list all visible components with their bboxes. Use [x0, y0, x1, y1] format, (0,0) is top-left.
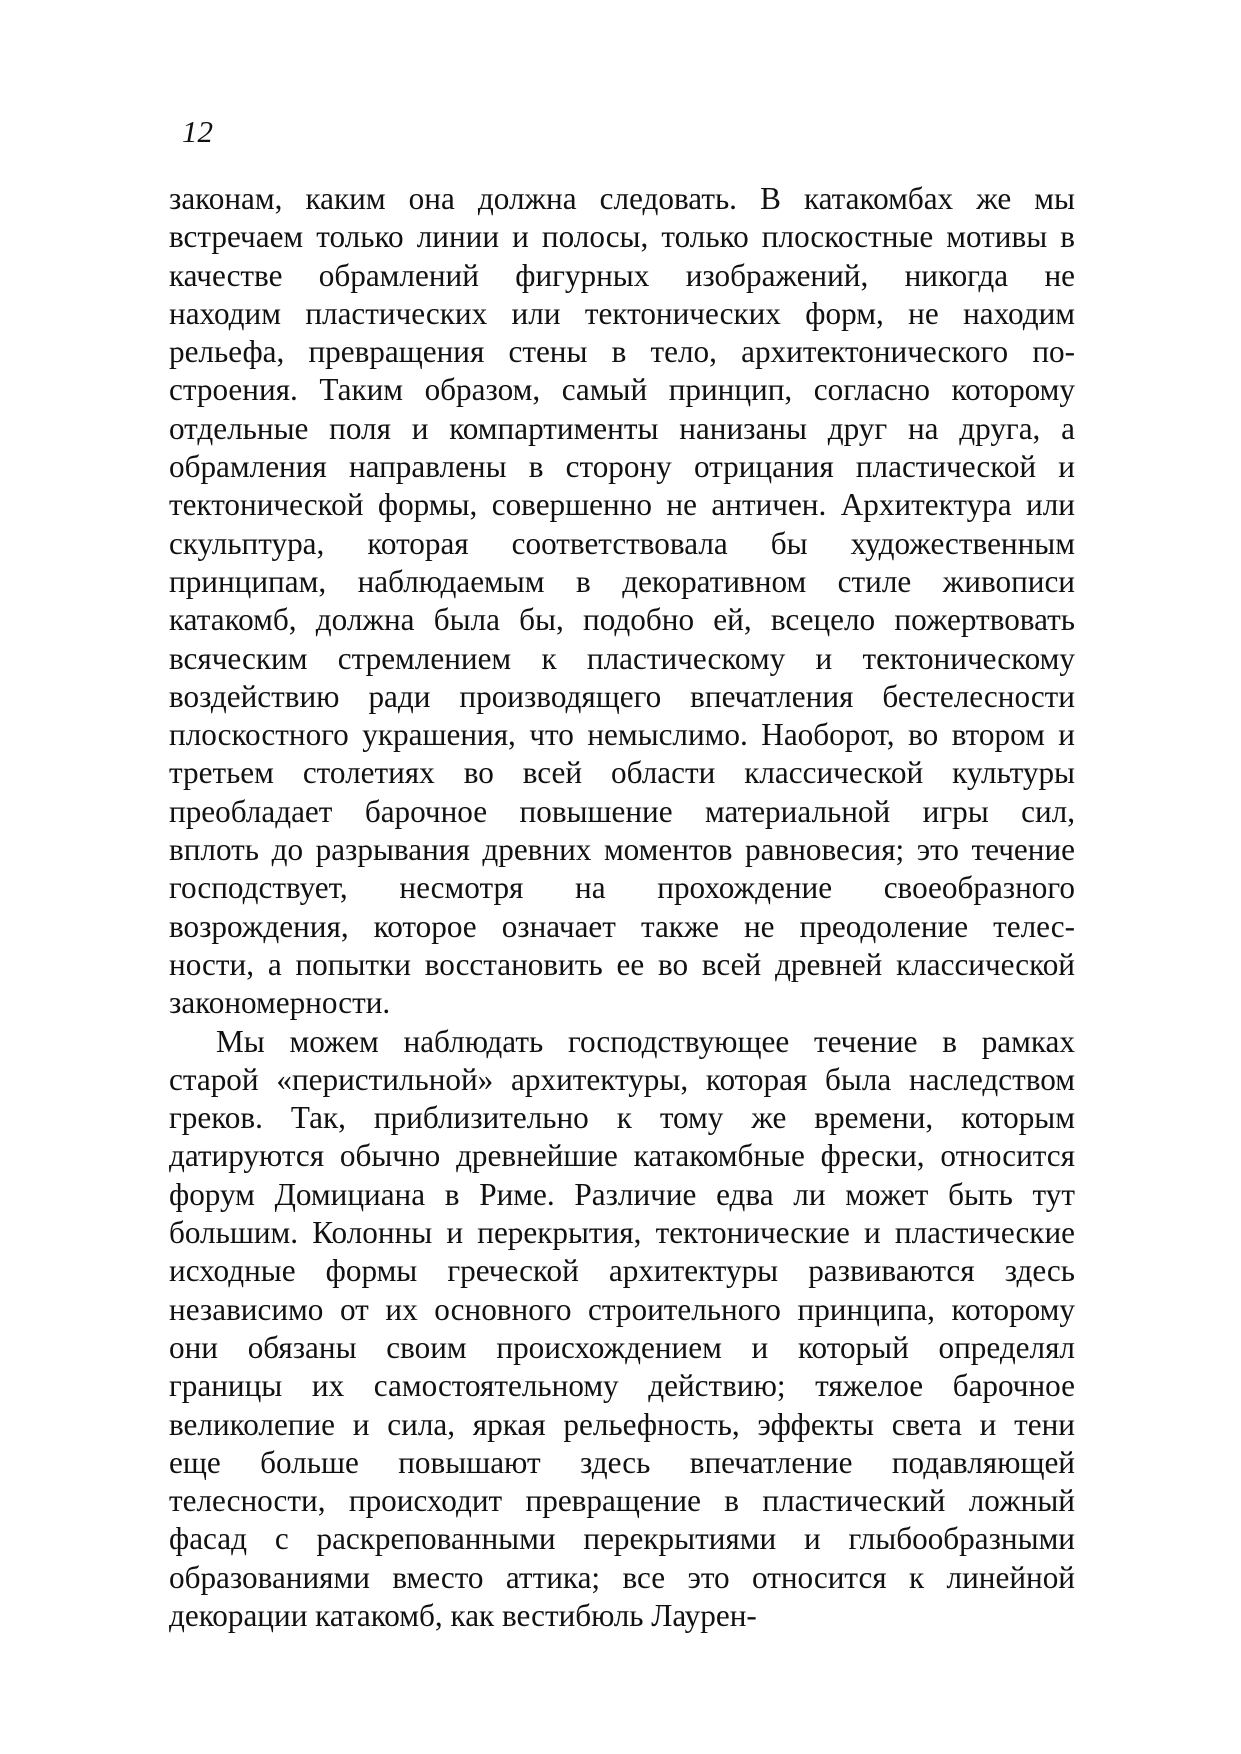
text-line: скульптура, которая соответствовала бы художественным	[169, 525, 1075, 561]
text-line: греков. Так, приблизительно к тому же времени, которым	[169, 1100, 1075, 1136]
text-line: телесности, происходит превращение в пластический ложный	[169, 1483, 1075, 1519]
text-line: закономерности.	[169, 985, 391, 1021]
text-line: независимо от их основного строительного принципа, которому	[169, 1291, 1075, 1327]
text-line: обрамления направлены в сторону отрицания пластической и	[169, 449, 1075, 485]
text-line: всяческим стремлением к пластическому и тектоническому	[169, 640, 1075, 676]
text-line: большим. Колонны и перекрытия, тектонические и пластические	[169, 1215, 1075, 1251]
text-line: плоскостного украшения, что немыслимо. Наоборот, во втором и	[169, 717, 1075, 753]
text-line: воздействию ради производящего впечатления бестелесности	[169, 678, 1075, 714]
text-line: отдельные поля и компартименты нанизаны друг на друга, а	[169, 410, 1075, 446]
text-line: ности, а попытки восстановить ее во всей древней классической	[169, 946, 1075, 982]
text-line: рельефа, превращения стены в тело, архитектонического по-	[169, 334, 1075, 370]
text-line: господствует, несмотря на прохождение своеобразного	[169, 870, 1075, 906]
text-line: качестве обрамлений фигурных изображений, никогда не	[169, 257, 1075, 293]
text-line: великолепие и сила, яркая рельефность, эффекты света и тени	[169, 1406, 1075, 1442]
text-line: находим пластических или тектонических форм, не находим	[169, 295, 1075, 331]
text-line: старой «перистильной» архитектуры, которая была наследством	[169, 1061, 1075, 1097]
paragraph-1	[169, 180, 1075, 1023]
text-line: встречаем только линии и полосы, только плоскостные мотивы в	[169, 219, 1075, 255]
body-text	[169, 180, 1075, 1635]
text-line: катакомб, должна была бы, подобно ей, всецело пожертвовать	[169, 602, 1075, 638]
text-line: тектонической формы, совершенно не античен. Архитектура или	[169, 487, 1075, 523]
text-line: законам, каким она должна следовать. В катакомбах же мы	[169, 181, 1075, 216]
text-line: еще больше повышают здесь впечатление подавляющей	[169, 1444, 1075, 1480]
page-number: 12	[182, 114, 213, 149]
text-line: они обязаны своим происхождением и который определял	[169, 1329, 1075, 1365]
text-line: принципам, наблюдаемым в декоративном стиле живописи	[169, 563, 1075, 599]
text-line: фасад с раскрепованными перекрытиями и глыбообразными	[169, 1521, 1075, 1557]
text-line: преобладает барочное повышение материальной игры сил,	[169, 793, 1075, 829]
text-line: третьем столетиях во всей области классической культуры	[169, 755, 1075, 791]
text-line: строения. Таким образом, самый принцип, согласно которому	[169, 372, 1075, 408]
text-line: декорации катакомб, как вестибюль Лаурен-	[169, 1597, 757, 1633]
text-line: границы их самостоятельному действию; тяжелое барочное	[169, 1368, 1075, 1404]
text-line: возрождения, которое означает также не преодоление телес-	[169, 908, 1075, 944]
paragraph-2	[169, 1023, 1075, 1636]
text-line: форум Домициана в Риме. Различие едва ли может быть тут	[169, 1176, 1075, 1212]
text-line: исходные формы греческой архитектуры развиваются здесь	[169, 1253, 1075, 1289]
text-line: вплоть до разрывания древних моментов равновесия; это течение	[169, 832, 1075, 868]
text-line: образованиями вместо аттика; все это относится к линейной	[169, 1559, 1075, 1595]
text-line: Мы можем наблюдать господствующее течение в рамках	[216, 1023, 1075, 1059]
text-line: датируются обычно древнейшие катакомбные фрески, относится	[169, 1138, 1075, 1174]
